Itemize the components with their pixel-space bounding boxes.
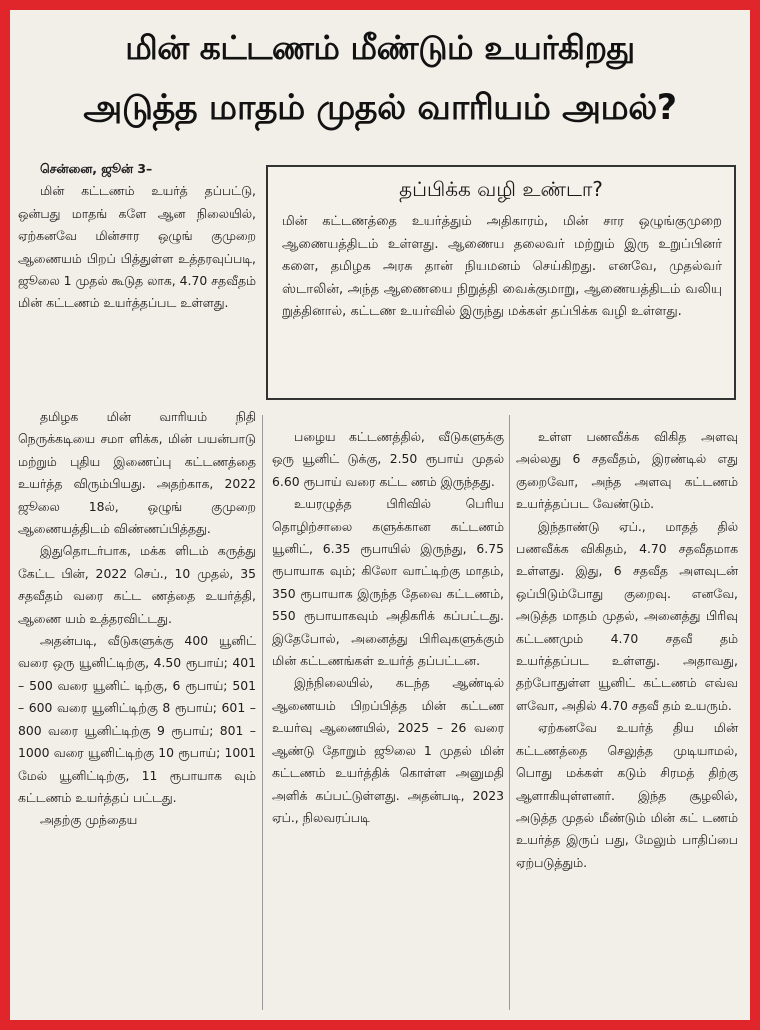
article-column-1 — [18, 406, 256, 832]
column-rule — [262, 415, 263, 1010]
article-paragraph: உள்ள பணவீக்க விகித அளவு அல்லது 6 சதவீதம், இரண்டில் எது குறைவோ, அந்த அளவு கட்டணம் உயர்த்தப்பட வேண்டும். — [516, 429, 738, 512]
article-paragraph: இதுதொடர்பாக, மக்க ளிடம் கருத்து கேட்ட பின், 2022 செப்., 10 முதல், 35 சதவீதம் வரை கட்ட ணத்தை உயர்த்தி, ஆணை யம் உத்தரவிட்டது. — [18, 543, 256, 626]
headline-line-2: அடுத்த மாதம் முதல் வாரியம் அமல்? — [83, 88, 677, 128]
sidebar-box-title: தப்பிக்க வழி உண்டா? — [399, 177, 603, 201]
newspaper-clipping — [10, 10, 750, 1020]
article-paragraph: உயரழுத்த பிரிவில் பெரிய தொழிற்சாலை களுக்கான கட்டணம் யூனிட், 6.35 ரூபாயில் இருந்து, 6.75 ரூபாயாக வும்; கிலோ வாட்டிற்கு மாதம், 350 ரூபாயாக இருந்த தேவை கட்டணம், 550 ரூபாயாகவும் அதிகரிக் கப்பட்டது. இதேபோல், அனைத்து பிரிவுகளுக்கும் மின் கட்டணங்கள் உயர்த் தப்பட்டன. — [272, 496, 504, 669]
article-paragraph: பழைய கட்டணத்தில், வீடுகளுக்கு ஒரு யூனிட் டுக்கு, 2.50 ரூபாய் முதல் 6.60 ரூபாய் வரை கட்ட ணம் இருந்தது. — [272, 429, 504, 489]
article-paragraph: அதற்கு முந்தைய — [40, 812, 138, 828]
article-column-2 — [272, 426, 504, 829]
article-paragraph: தமிழக மின் வாரியம் நிதி நெருக்கடியை சமா ளிக்க, மின் பயன்பாடு மற்றும் புதிய இணைப்பு கட்டணத்தை உயர்த்த விரும்பியது. அதற்காக, 2022 ஜூலை 18ல், ஒழுங் குமுறை ஆணையத்திடம் விண்ணப்பித்தது. — [18, 409, 256, 537]
article-paragraph: அதன்படி, வீடுகளுக்கு 400 யூனிட் வரை ஒரு யூனிட்டிற்கு, 4.50 ரூபாய்; 401 – 500 வரை யூனிட் டிற்கு, 6 ரூபாய்; 501 – 600 வரை யூனிட்டிற்கு 8 ரூபாய்; 601 – 800 வரை யூனிட்டிற்கு 9 ரூபாய்; 801 – 1000 வரை யூனிட்டிற்கு 10 ரூபாய்; 1001 மேல் யூனிட்டிற்கு, 11 ரூபாயாக வும் கட்டணம் உயர்த்தப் பட்டது. — [18, 633, 256, 805]
column-rule — [509, 415, 510, 1010]
dateline: சென்னை, ஜூன் 3– — [40, 161, 153, 176]
article-column-1-top — [18, 158, 256, 315]
headline-line-1: மின் கட்டணம் மீண்டும் உயர்கிறது — [125, 28, 635, 67]
article-paragraph: இந்நிலையில், கடந்த ஆண்டில் ஆணையம் பிறப்பித்த மின் கட்டண உயர்வு ஆணையில், 2025 – 26 வரை ஆண்டு தோறும் ஜூலை 1 முதல் மின் கட்டணம் உயர்த்திக் கொள்ள அனுமதி அளிக் கப்பட்டுள்ளது. அதன்படி, 2023 ஏப்., நிலவரப்படி — [272, 675, 504, 825]
article-paragraph: மின் கட்டணம் உயர்த் தப்பட்டு, ஒன்பது மாதங் களே ஆன நிலையில், ஏற்கனவே மின்சார ஒழுங் குமுறை ஆணையம் பிறப் பித்துள்ள உத்தரவுப்படி, ஜூலை 1 முதல் கூடுத லாக, 4.70 சதவீதம் மின் கட்டணம் உயர்த்தப்பட உள்ளது. — [18, 183, 256, 311]
sidebar-box-text: மின் கட்டணத்தை உயர்த்தும் அதிகாரம், மின் சார ஒழுங்குமுறை ஆணையத்திடம் உள்ளது. ஆணைய தலைவர் மற்றும் இரு உறுப்பினர் களை, தமிழக அரசு தான் நியமனம் செய்கிறது. எனவே, முதல்வர் ஸ்டாலின், அந்த ஆணையை நிறுத்தி வைக்குமாறு, ஆணையத்திடம் வலியு றுத்தினால், கட்டண உயர்வில் இருந்து மக்கள் தப்பிக்க வழி உள்ளது. — [282, 214, 722, 319]
article-column-3 — [516, 426, 738, 874]
article-paragraph: ஏற்கனவே உயர்த் திய மின் கட்டணத்தை செலுத்த முடியாமல், பொது மக்கள் கடும் சிரமத் திற்கு ஆளாகியுள்ளனர். இந்த சூழலில், அடுத்த முதல் மீண்டும் மின் கட் டணம் உயர்த்த இருப் பது, மேலும் பாதிப்பை ஏற்படுத்தும். — [516, 720, 738, 870]
sidebar-box — [266, 165, 736, 400]
article-paragraph: இந்தாண்டு ஏப்., மாதத் தில் பணவீக்க விகிதம், 4.70 சதவீதமாக உள்ளது. இது, 6 சதவீத அளவுடன் ஒப்பிடும்போது குறைவு. எனவே, அடுத்த மாதம் முதல், அனைத்து பிரிவு கட்டணமும் 4.70 சதவீ தம் உயர்த்தப்பட உள்ளது. அதாவது, தற்போதுள்ள யூனிட் கட்டணம் எவ்வ ளவோ, அதில் 4.70 சதவீ தம் உயரும். — [516, 518, 738, 713]
